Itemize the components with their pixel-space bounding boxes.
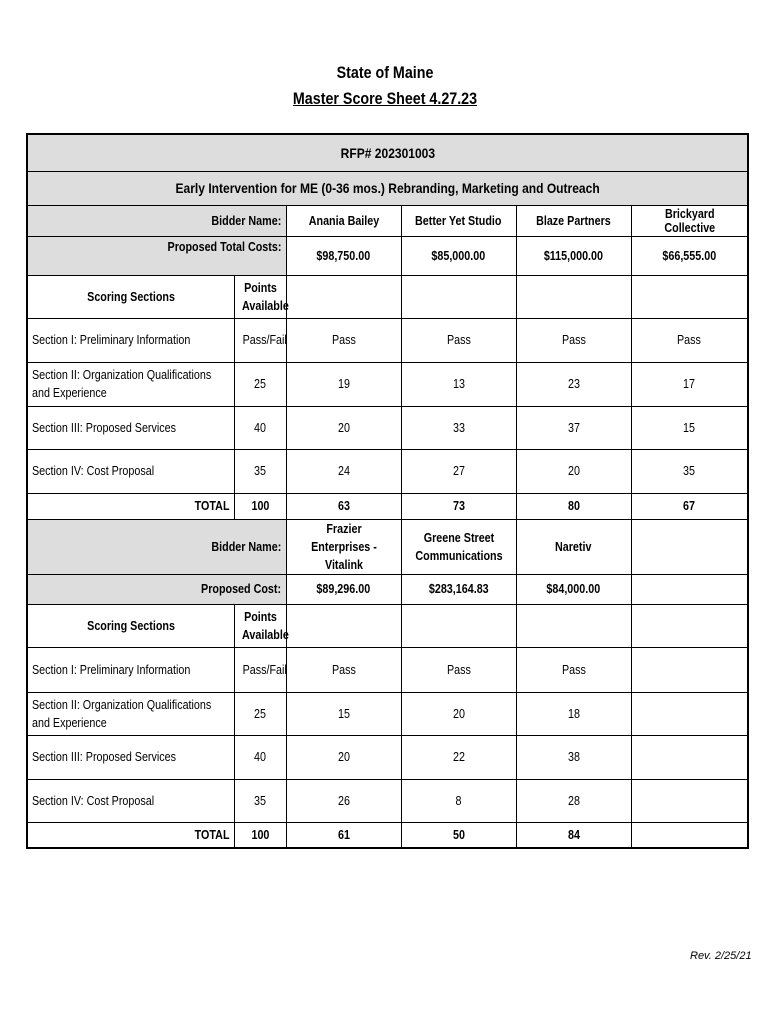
score-row: Section II: Organization Qualifications and Experience 25 19 13 23 17: [27, 362, 748, 406]
bidder-name: Blaze Partners: [516, 205, 631, 236]
bidder-name: Frazier Enterprises - Vitalink: [286, 519, 401, 574]
total-row: TOTAL 100 63 73 80 67: [27, 493, 748, 519]
rfp-number: RFP# 202301003: [27, 134, 748, 171]
bidder-total: 67: [631, 493, 748, 519]
score-row: Section IV: Cost Proposal 35 26 8 28: [27, 779, 748, 822]
score-row: Section I: Preliminary Information Pass/Fail Pass Pass Pass: [27, 647, 748, 692]
bidder-total: 50: [401, 822, 516, 848]
bidder-total: 84: [516, 822, 631, 848]
proposed-cost: $283,164.83: [401, 574, 516, 604]
proposed-cost-row: Proposed Total Costs: $98,750.00 $85,000.00 $115,000.00 $66,555.00: [27, 236, 748, 275]
proposed-cost: $84,000.00: [516, 574, 631, 604]
scoring-header-row: Scoring Sections Points Available: [27, 604, 748, 647]
proposed-cost: $115,000.00: [516, 236, 631, 275]
bidder-name-row: Bidder Name: Anania Bailey Better Yet Studio Blaze Partners Brickyard Collective: [27, 205, 748, 236]
revision-note: Rev. 2/25/21: [690, 950, 752, 962]
bidder-name-row: Bidder Name: Frazier Enterprises - Vitalink Greene Street Communications Naretiv: [27, 519, 748, 574]
score-row: Section III: Proposed Services 40 20 22 38: [27, 735, 748, 779]
total-row: TOTAL 100 61 50 84: [27, 822, 748, 848]
bidder-total: 80: [516, 493, 631, 519]
proposed-cost: $66,555.00: [631, 236, 748, 275]
bidder-total: 63: [286, 493, 401, 519]
score-row: Section II: Organization Qualifications and Experience 25 15 20 18: [27, 692, 748, 735]
bidder-name: Brickyard Collective: [631, 205, 748, 236]
proposed-cost: $98,750.00: [286, 236, 401, 275]
proposed-cost: $85,000.00: [401, 236, 516, 275]
bidder-name: Anania Bailey: [286, 205, 401, 236]
score-row: Section IV: Cost Proposal 35 24 27 20 35: [27, 449, 748, 493]
bidder-total: 73: [401, 493, 516, 519]
bidder-name: Naretiv: [516, 519, 631, 574]
project-title: Early Intervention for ME (0-36 mos.) Rebranding, Marketing and Outreach: [27, 171, 748, 205]
document-subtitle: Master Score Sheet 4.27.23: [292, 89, 478, 108]
document-title: State of Maine: [336, 63, 434, 82]
bidder-name: Greene Street Communications: [401, 519, 516, 574]
scoring-header-row: Scoring Sections Points Available: [27, 275, 748, 318]
bidder-name: Better Yet Studio: [401, 205, 516, 236]
score-row: Section I: Preliminary Information Pass/Fail Pass Pass Pass Pass: [27, 318, 748, 362]
score-row: Section III: Proposed Services 40 20 33 37 15: [27, 406, 748, 449]
score-table: [26, 133, 749, 849]
proposed-cost-row: Proposed Cost: $89,296.00 $283,164.83 $84,000.00: [27, 574, 748, 604]
bidder-total: 61: [286, 822, 401, 848]
proposed-cost: $89,296.00: [286, 574, 401, 604]
